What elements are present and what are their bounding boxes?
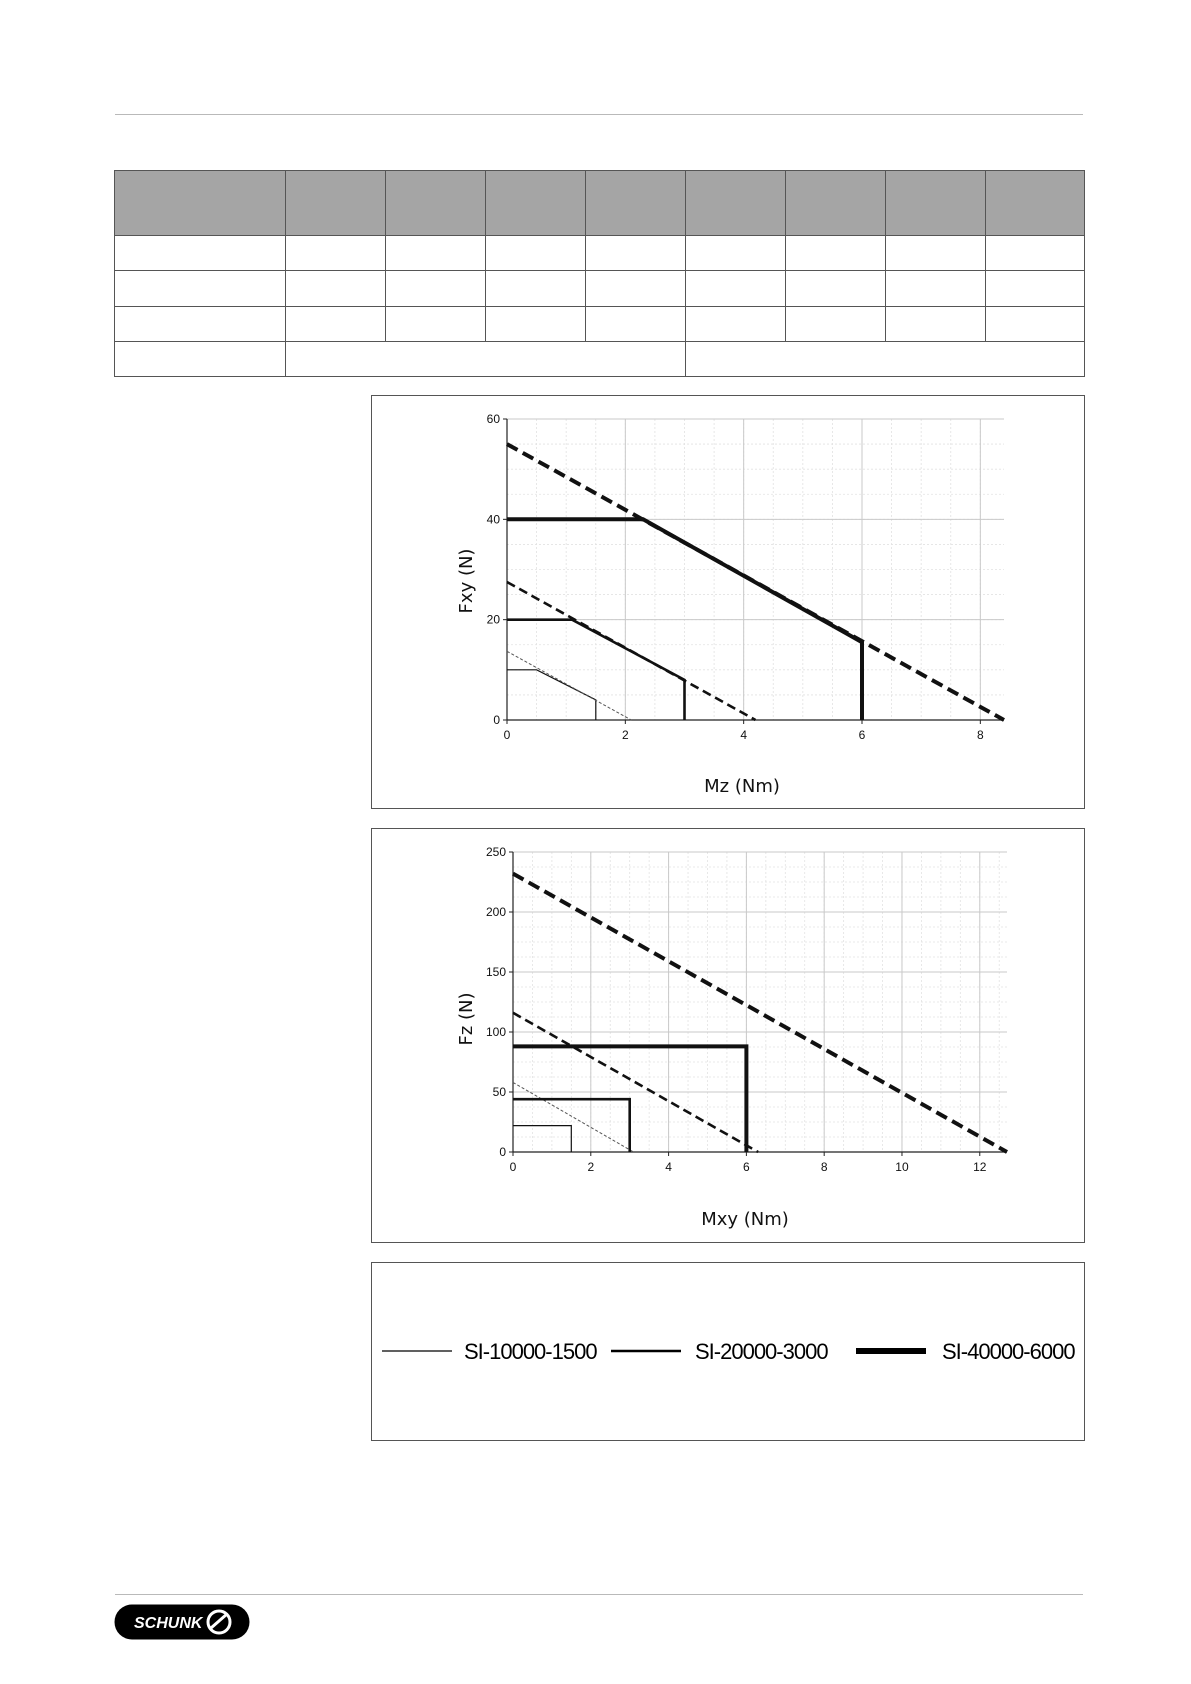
table-cell xyxy=(115,341,286,376)
series-si-20000-3000-max xyxy=(507,582,756,720)
y-tick-label: 40 xyxy=(486,512,500,527)
x-tick-label: 4 xyxy=(665,1160,672,1174)
x-tick-label: 6 xyxy=(858,728,866,742)
y-tick-label: 20 xyxy=(486,612,500,627)
table-cell xyxy=(386,306,486,341)
schunk-logo xyxy=(114,1604,250,1645)
table-cell-merged xyxy=(286,341,686,376)
x-tick-label: 10 xyxy=(895,1160,909,1174)
header-cell xyxy=(686,171,786,236)
logo-text: SCHUNK xyxy=(134,1615,203,1632)
table-cell xyxy=(115,236,286,271)
series-si-10000-1500-max xyxy=(507,651,631,720)
legend-label: SI-10000-1500 xyxy=(464,1339,597,1364)
y-tick-label: 0 xyxy=(493,713,500,727)
legend-label: SI-40000-6000 xyxy=(942,1339,1075,1364)
table-cell xyxy=(286,271,386,306)
chart-frame-fxy-mz xyxy=(371,395,1085,809)
header-cell xyxy=(115,171,286,236)
specification-table xyxy=(114,170,1085,377)
table-cell-merged xyxy=(686,341,1085,376)
legend-label: SI-20000-3000 xyxy=(695,1339,828,1364)
table-cell xyxy=(386,271,486,306)
header-cell xyxy=(386,171,486,236)
header-cell xyxy=(486,171,586,236)
table-cell xyxy=(486,306,586,341)
header-rule xyxy=(115,114,1083,115)
series-si-40000-6000-max xyxy=(513,874,1007,1152)
table-cell xyxy=(986,271,1085,306)
footer-rule xyxy=(115,1594,1083,1595)
table-cell xyxy=(286,236,386,271)
chart-fxy-mz xyxy=(372,396,1084,808)
y-tick-label: 150 xyxy=(485,965,506,979)
table-cell xyxy=(486,271,586,306)
table-row xyxy=(115,341,1085,376)
x-tick-label: 12 xyxy=(973,1160,987,1174)
y-tick-label: 50 xyxy=(492,1085,506,1099)
series-si-20000-3000-max xyxy=(513,1013,758,1152)
y-axis-label: Fxy (N) xyxy=(456,548,477,614)
table-cell xyxy=(115,306,286,341)
series-si-10000-1500-limit xyxy=(513,1126,571,1152)
header-cell xyxy=(886,171,986,236)
x-tick-label: 8 xyxy=(976,728,984,742)
header-cell xyxy=(786,171,886,236)
table-cell xyxy=(886,306,986,341)
x-tick-label: 0 xyxy=(503,728,511,742)
y-tick-label: 250 xyxy=(485,845,506,859)
y-tick-label: 60 xyxy=(486,412,500,426)
header-cell xyxy=(986,171,1085,236)
x-tick-label: 2 xyxy=(587,1160,595,1174)
table-cell xyxy=(686,271,786,306)
x-tick-label: 8 xyxy=(820,1160,828,1174)
x-tick-label: 0 xyxy=(509,1160,517,1174)
table-row xyxy=(115,271,1085,306)
table-cell xyxy=(586,271,686,306)
x-tick-label: 6 xyxy=(743,1160,750,1174)
table-row xyxy=(115,306,1085,341)
chart-frame-fz-mxy xyxy=(371,828,1085,1243)
chart-legend xyxy=(371,1262,1085,1441)
x-axis-label: Mz (Nm) xyxy=(704,776,780,797)
table-cell xyxy=(986,236,1085,271)
table-cell xyxy=(786,306,886,341)
table-cell xyxy=(386,236,486,271)
table-cell xyxy=(686,236,786,271)
y-tick-label: 100 xyxy=(485,1025,506,1039)
x-tick-label: 4 xyxy=(740,728,748,742)
table-cell xyxy=(786,271,886,306)
table-cell xyxy=(286,306,386,341)
y-tick-label: 0 xyxy=(499,1145,506,1159)
table-cell xyxy=(586,306,686,341)
table-cell xyxy=(115,271,286,306)
header-cell xyxy=(286,171,386,236)
x-tick-label: 2 xyxy=(621,728,629,742)
table-row xyxy=(115,236,1085,271)
table-cell xyxy=(886,236,986,271)
x-axis-label: Mxy (Nm) xyxy=(701,1209,789,1230)
table-cell xyxy=(986,306,1085,341)
table-cell xyxy=(686,306,786,341)
table-cell xyxy=(786,236,886,271)
table-cell xyxy=(586,236,686,271)
y-axis-label: Fz (N) xyxy=(456,992,477,1046)
table-cell xyxy=(486,236,586,271)
chart-fz-mxy xyxy=(372,829,1084,1242)
header-cell xyxy=(586,171,686,236)
series-si-10000-1500-max xyxy=(513,1082,634,1152)
table-cell xyxy=(886,271,986,306)
table-header-row xyxy=(115,171,1085,236)
y-tick-label: 200 xyxy=(485,905,506,919)
